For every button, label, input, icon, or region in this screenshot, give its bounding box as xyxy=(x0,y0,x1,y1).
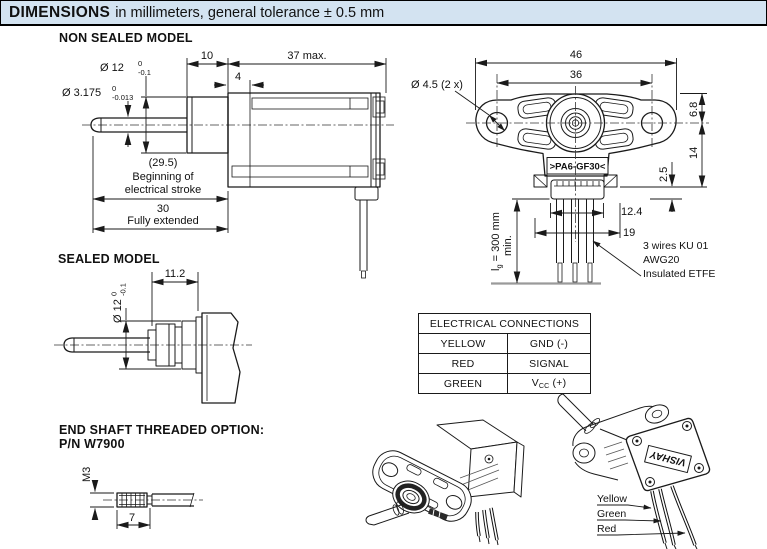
dim-hole-to-top: 6.8 xyxy=(688,101,700,117)
wires-note-1: 3 wires KU 01 xyxy=(643,240,709,252)
table-title: ELECTRICAL CONNECTIONS xyxy=(419,314,591,334)
iso1-shaft xyxy=(366,501,409,525)
wire-length-label: $l_g = 300$ mm xyxy=(490,212,504,271)
dim-thread: M3 xyxy=(81,466,93,482)
wire-label-yellow: Yellow xyxy=(597,493,627,505)
wires-note-3: Insulated ETFE xyxy=(643,268,716,280)
iso-view-front xyxy=(366,420,524,545)
material-marking: >PA6-GF30< xyxy=(549,161,606,173)
non-sealed-side-view xyxy=(62,50,394,278)
dim-seal-length: 11.2 xyxy=(164,268,186,280)
wire-color-cell: YELLOW xyxy=(419,334,508,354)
wire-connector xyxy=(551,180,604,199)
iso2-plate-bottom-edge xyxy=(575,462,618,480)
wire-length-min: min. xyxy=(502,235,514,256)
body-channel-top xyxy=(252,98,368,109)
dia-bushing-tol-upper: 0 xyxy=(138,59,143,68)
wire-function-cell: SIGNAL xyxy=(508,354,591,374)
dim-connector-offset: 2.5 xyxy=(658,166,670,182)
dim-bushing-length: 10 xyxy=(200,50,214,62)
heading-non-sealed: NON SEALED MODEL xyxy=(59,31,193,45)
iso2-shaft xyxy=(558,394,601,435)
wires-note-2: AWG20 xyxy=(643,254,680,266)
flange-front-view xyxy=(411,49,715,284)
svg-text:0: 0 xyxy=(109,291,119,296)
dim-hole-spacing: 36 xyxy=(569,69,583,81)
iso-view-rear xyxy=(558,394,710,549)
wire-label-green: Green xyxy=(597,508,627,520)
heading-end-shaft-line2: P/N W7900 xyxy=(59,437,125,451)
svg-text:Ø 12: Ø 12 xyxy=(112,299,124,323)
wires xyxy=(557,199,594,282)
dia-shaft-tol-lower: -0.013 xyxy=(112,93,134,102)
sealed-side-view xyxy=(54,268,252,403)
dim-stroke-begin: (29.5) xyxy=(148,157,178,169)
heading-sealed: SEALED MODEL xyxy=(58,252,160,266)
dim-overall-width: 46 xyxy=(569,49,583,61)
dia-shaft-label: Ø 3.175 xyxy=(62,87,102,99)
iso1-body-front xyxy=(468,442,517,497)
dim-fully-extended: 30 xyxy=(156,203,170,215)
heading-end-shaft xyxy=(59,423,264,451)
fully-extended-note: Fully extended xyxy=(127,215,199,227)
dia-bushing-label: Ø 12 xyxy=(100,62,124,74)
wire-function-cell: $V_{CC}$ (+) xyxy=(508,374,591,394)
table-header-row xyxy=(419,314,591,334)
stroke-note-1: Beginning of xyxy=(132,171,194,183)
svg-text:-0.1: -0.1 xyxy=(118,283,128,296)
cable-exit xyxy=(355,187,378,200)
dim-center-to-bottom: 14 xyxy=(688,146,700,159)
iso2-ear-top xyxy=(643,402,672,427)
iso2-wires xyxy=(652,486,697,549)
iso1-wires xyxy=(477,508,498,545)
page-subtitle: in millimeters, general tolerance ± 0.5 mm xyxy=(115,4,385,21)
end-shaft-view xyxy=(81,467,203,529)
dim-mounting-holes: Ø 4.5 (2 x) xyxy=(411,79,463,91)
wire-function-cell: GND (-) xyxy=(508,334,591,354)
table-row xyxy=(419,334,591,354)
dia-shaft-tol-upper: 0 xyxy=(112,84,117,93)
body-channel-bottom xyxy=(232,166,368,177)
iso2-ear-left xyxy=(573,443,595,463)
stroke-note-2: electrical stroke xyxy=(124,184,202,196)
body-outline xyxy=(228,93,380,187)
dim-thread-length: 7 xyxy=(128,512,136,524)
table-row xyxy=(419,354,591,374)
sealed-dia-label xyxy=(110,283,128,323)
wire-color-cell: GREEN xyxy=(419,374,508,394)
svg-text:VISHAY: VISHAY xyxy=(649,448,688,468)
wire-label-red: Red xyxy=(597,523,617,535)
electrical-connections-table xyxy=(418,313,591,394)
table-row xyxy=(419,374,591,394)
sealed-housing xyxy=(202,313,240,403)
dim-flange-thickness: 4 xyxy=(234,71,242,83)
heading-end-shaft-line1: END SHAFT THREADED OPTION: xyxy=(59,423,265,437)
dim-connector-width: 12.4 xyxy=(621,206,643,218)
title-bar xyxy=(0,0,767,26)
dim-tab-width: 19 xyxy=(623,227,636,239)
dim-body-length: 37 max. xyxy=(287,50,327,62)
wire-color-cell: RED xyxy=(419,354,508,374)
page-title: DIMENSIONS xyxy=(9,3,111,21)
dia-bushing-tol-lower: -0.1 xyxy=(138,68,151,77)
